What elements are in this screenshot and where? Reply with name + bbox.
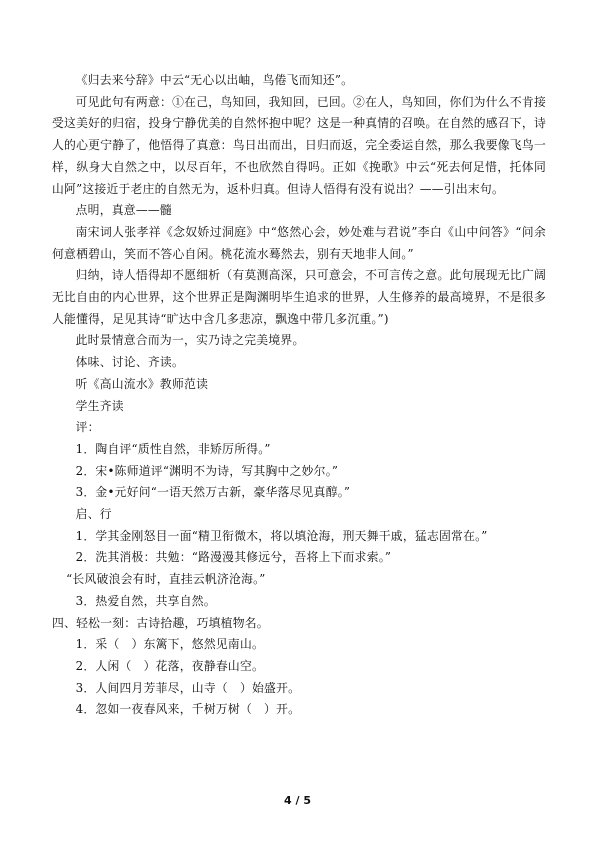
document-body [52,70,546,721]
paragraph: 3．人间四月芳菲尽，山寺（ ）始盛开。 [75,680,301,695]
paragraph: 《归去来兮辞》中云“无心以出岫，鸟倦飞而知还”。 [75,73,354,87]
paragraph: 南宋词人张孝祥《念奴娇过洞庭》中“悠然心会，妙处难与君说”李白《山中问答》“问余何意栖碧山，笑而不答心自闲。桃花流水蓦然去，别有天地非人间。” [52,224,546,261]
paragraph: 听《高山流水》教师范读 [75,376,209,391]
paragraph: 3．热爱自然，共享自然。 [75,593,216,608]
paragraph: 启、行 [75,507,112,522]
paragraph: 3．金•元好问“一语天然万古新，豪华落尽见真醇。” [75,485,351,500]
paragraph: 四、轻松一刻：古诗拾趣，巧填植物名。 [52,615,269,630]
paragraph: 此时景情意合而为一，实乃诗之完美境界。 [75,333,305,348]
paragraph: 学生齐读 [75,398,124,413]
paragraph: 1．陶自评“质性自然，非矫厉所得。” [75,441,271,456]
page-number: 4 / 5 [284,794,311,807]
paragraph: 可见此句有两意：①在己，鸟知回，我知回，已回。②在人，鸟知回，你们为什么不肯接受这美好的归宿，投身宁静优美的自然怀抱中呢？这是一种真情的召唤。在自然的感召下，诗人的心更宁静了，他悟得了真意：鸟日出而出，日归而返，完全委运自然，那么我要像飞鸟一样，纵身大自然之中，以尽百年，不也欣然自得吗。正如《挽歌》中云“死去何足惜，托体同山阿”这接近于老庄的自然无为，返朴归真。但诗人悟得有没有说出？——引出末句。 [52,94,546,196]
paragraph: 1．学其金刚怒目一面“精卫衔微木，将以填沧海，刑天舞干戚，猛志固常在。” [75,528,488,543]
paragraph: 归纳，诗人悟得却不愿细析（有莫测高深，只可意会，不可言传之意。此句展现无比广阔无比自由的内心世界，这个世界正是陶渊明毕生追求的世界，人生修养的最高境界，不是很多人能懂得，足见其诗“旷达中含几多悲凉，飘逸中带几多沉重。”) [52,268,546,326]
paragraph: 2．宋•陈师道评“渊明不为诗，写其胸中之妙尔。” [75,463,339,478]
paragraph: 2．洗其消极：共勉：“路漫漫其修远兮，吾将上下而求索。” [75,550,392,565]
paragraph: 4．忽如一夜春风来，千树万树（ ）开。 [75,702,301,717]
paragraph: 点明，真意——髓 [75,203,172,218]
paragraph: 1．采（ ）东篱下，悠然见南山。 [75,637,265,652]
paragraph: 2．人闲（ ）花落，夜静春山空。 [75,658,265,673]
paragraph: 评： [75,420,100,435]
paragraph: 体味、讨论、齐读。 [75,355,185,370]
paragraph: “长风破浪会有时，直挂云帆济沧海。” [66,572,266,587]
